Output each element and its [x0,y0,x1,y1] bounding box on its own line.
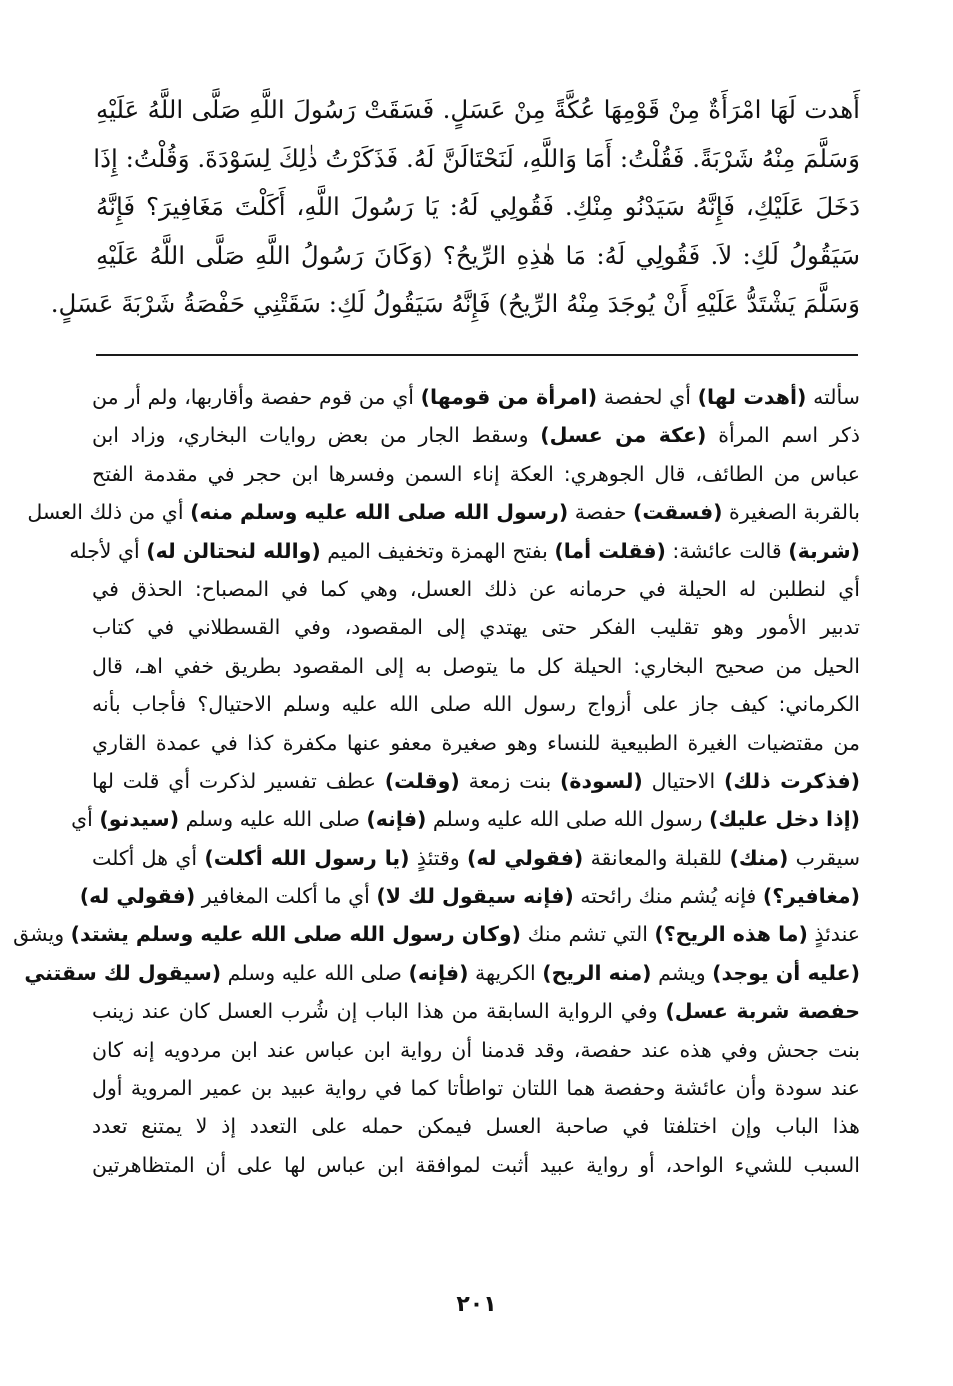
commentary-line [69,532,860,570]
commentary-line [27,493,860,531]
commentary-segment: ويشم [651,960,713,985]
commentary-segment: أي من قوم حفصة وأقاربها، ولم أر من [92,385,421,409]
bold-quote: (إذا دخل عليك) [708,807,860,832]
hadith-line: سَيَقُولُ لَكِ: لاَ. فَقُولِي لَهُ: مَا هٰذِهِ الرِّيحُ؟ (وَكَانَ رَسُولُ اللَّهِ صَلَّى اللَّهُ عَلَيْهِ [96,240,860,270]
commentary-line [92,570,860,608]
bold-quote: (رسول الله صلى الله عليه وسلم منه) [190,500,569,525]
commentary-segment: رسول الله صلى الله عليه وسلم [426,807,709,832]
commentary-text [13,378,861,1184]
commentary-segment: الاحتيال [642,768,724,793]
bold-quote: (عكة من عسل) [540,423,707,448]
commentary-segment: سألته [806,385,860,409]
bold-quote: (أهدت لها) [697,385,807,409]
commentary-segment: فإنه يُشم منك رائحته [573,884,763,909]
bold-quote: (امرأة من قومها) [420,385,598,409]
commentary-line [24,954,860,992]
commentary-line [92,416,860,454]
bold-quote: (فإنه سيقول لك لا) [376,884,574,909]
bold-quote: (وقلت) [384,768,460,793]
bold-quote: (فقولي له) [466,845,584,870]
bold-quote: (فذكرت ذلك) [723,768,860,793]
commentary-segment: من مقتضيات الغيرة الطبيعية للنساء وهو صغيرة معفو عنها مكفرة كذا في عمدة القاري [92,730,860,755]
hadith-line: أَهدت لَهَا امْرَأَةٌ مِنْ قَوْمِهَا عُكَّةً مِنْ عَسَلٍ. فَسَقَتْ رَسُولَ اللَّهِ صَلَّى اللَّهُ عَلَيْهِ [96,95,860,124]
hadith-text [50,86,860,329]
commentary-line [92,455,860,493]
commentary-segment: عباس من الطائف، قال الجوهري: العكة إناء السمن وفسرها ابن حجر في مقدمة الفتح [92,461,860,486]
commentary-segment: عندئذٍ [807,922,860,947]
commentary-segment: أي [71,807,100,832]
commentary-segment: ذكر اسم المرأة [706,423,861,448]
bold-quote: (لسودة) [559,768,643,793]
commentary-segment: الكريهة [468,960,543,985]
hadith-line: وَسَلَّمَ يَشْتَدُّ عَلَيْهِ أَنْ يُوجَدَ مِنْهُ الرِّيحُ) فَإِنَّهُ سَيَقُولُ لَكِ: سَقَتْنِي حَفْصَةُ شَرْبَةَ عَسَلٍ. [50,289,860,318]
hadith-line: دَخَلَ عَلَيْكِ، فَإِنَّهُ سَيَدْنُو مِنْكِ. فَقُولِي لَهُ: يَا رَسُولَ اللَّهِ، أَكَلْتَ مَغَافِيرَ؟ فَإِنَّهُ [96,192,860,221]
commentary-segment: أي هل أكلت [92,845,205,870]
commentary-line [92,1107,860,1145]
bold-quote: (يا رسول الله أكلت) [204,845,410,870]
commentary-segment: بنت جحش وفي هذه عند حفصة، وقد قدمنا أن رواية ابن عباس عند ابن مردويه إنه كان [92,1037,860,1062]
commentary-segment: بالقربة الصغيرة [722,500,860,525]
commentary-segment: السبب للشيء الواحد، أو رواية عبيد أثبت لموافقة ابن عباس لها على أن المتظاهرتين [92,1152,860,1177]
bold-quote: (عليه أن يوجد) [712,960,860,985]
commentary-segment: صلى الله عليه وسلم [179,807,367,832]
commentary-segment: الحيل من صحيح البخاري: الحيلة كل ما يتوصل به إلى المقصود بطريق خفي اهـ، قال [92,653,860,678]
commentary-line [92,1031,860,1069]
bold-quote: (سيقول لك سقتني [24,960,222,985]
commentary-segment: للقبلة والمعانقة [583,845,730,870]
commentary-segment: أي لحفصة [597,385,698,409]
commentary-segment: حفصة [568,500,634,525]
footnote-separator [96,354,858,356]
commentary-segment: تدبير الأمور وهو تقليب الفكر حتى يهتدي إلى المقصود، وفي القسطلاني في كتاب [92,615,860,640]
bold-quote: (منه الريح) [542,960,652,985]
bold-quote: (فإنه) [366,807,427,832]
commentary-segment: عطف تفسير لذكرت أي قلت لها [92,768,385,793]
commentary-line [92,647,860,685]
commentary-segment: قالت عائشة: [665,538,789,563]
commentary-line [92,378,860,416]
commentary-line [92,608,860,646]
commentary-segment: ويشق [13,922,71,947]
commentary-segment: وسقط الجار من بعض روايات البخاري، وزاد ابن [92,423,541,448]
commentary-segment: أي ما أكلت المغافير [195,884,377,909]
commentary-line [92,1069,860,1107]
commentary-segment: صلى الله عليه وسلم [221,960,409,985]
commentary-line [92,762,860,800]
bold-quote: (والله لنحتالن له) [146,538,321,563]
commentary-line [92,992,860,1030]
bold-quote: (فقلت أما) [554,538,666,563]
bold-quote: (وكان رسول الله صلى الله عليه وسلم يشتد) [70,922,522,947]
commentary-line [71,800,860,838]
bold-quote: (فقولي له) [79,884,196,909]
commentary-line [13,915,860,953]
commentary-segment: أي لأجله [69,538,147,563]
commentary-line [92,1146,860,1184]
commentary-segment: سيقرب [788,845,861,870]
commentary-segment: وفي الرواية السابقة من هذا الباب إن شُرب العسل كان عند زينب [92,999,666,1024]
commentary-line [92,839,860,877]
commentary-segment: بفتح الهمزة وتخفيف الميم [320,538,555,563]
commentary-segment: وقتئذٍ [409,845,467,870]
commentary-line [92,724,860,762]
bold-quote: (ما هذه الريح؟) [654,922,808,947]
commentary-segment: التي تشم منك [521,922,655,947]
commentary-segment: أي لنطلبن له الحيلة في حرمانه عن ذلك العسل، وهي كما في المصباح: الحذق في [92,576,860,601]
commentary-segment: عند سودة وأن عائشة وحفصة هما اللتان تواطأتا كما في رواية عبيد بن عمير المروية أول [92,1076,860,1101]
commentary-segment: بنت زمعة [459,768,560,793]
hadith-line: وَسَلَّمَ مِنْهُ شَرْبَةً. فَقُلْتُ: أَمَا وَاللَّهِ، لَنَحْتَالَنَّ لَهُ. فَذَكَرْتُ ذٰلِكَ لِسَوْدَةَ. وَقُلْتُ: إِذَا [93,143,860,173]
bold-quote: (مغافير؟) [762,884,860,909]
commentary-segment: الكرماني: كيف جاز على أزواج رسول الله صلى الله عليه وسلم الاحتيال؟ فأجاب بأنه [92,692,860,717]
commentary-segment: هذا الباب وإن اختلفتا في صاحبة العسل فيمكن حمله على التعدد إذ لا يمتنع تعدد [92,1114,860,1139]
bold-quote: (شربة) [788,538,860,563]
bold-quote: حفصة شربة عسل) [665,999,860,1024]
commentary-line [79,877,860,915]
commentary-line [92,685,860,723]
bold-quote: (فسقت) [633,500,723,525]
page-number: ٢٠١ [456,1292,497,1317]
commentary-segment: أي من ذلك العسل [27,500,191,525]
bold-quote: (فإنه) [408,960,469,985]
bold-quote: (منك) [729,845,789,870]
bold-quote: (سيدنو) [99,807,180,832]
